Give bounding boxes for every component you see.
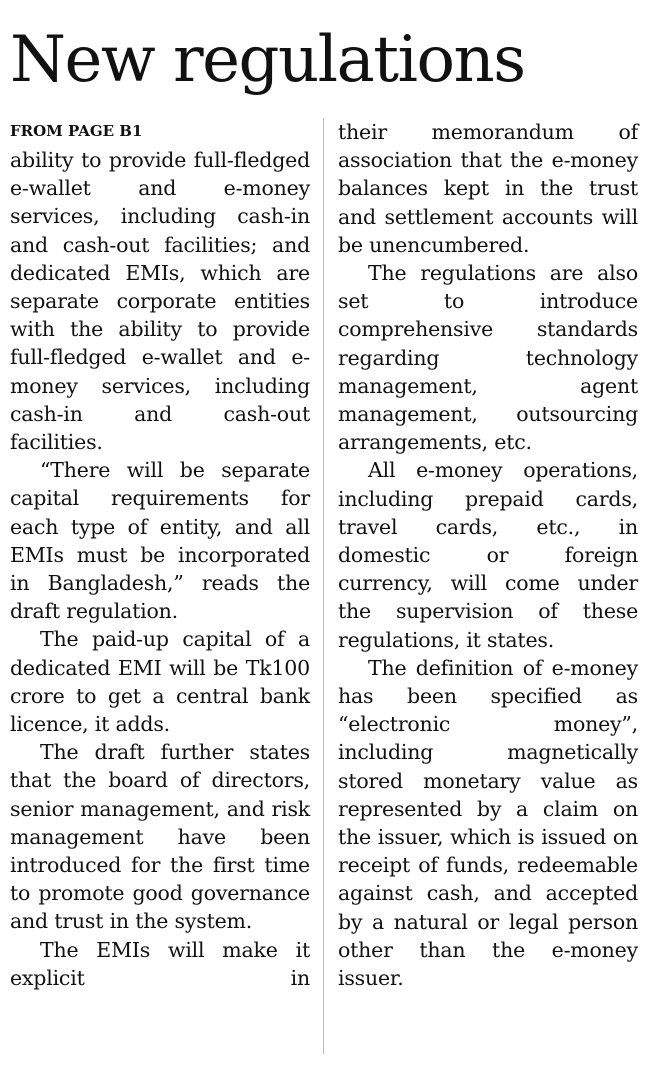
left-column <box>10 118 310 992</box>
paragraph: The paid-up capital of a dedicated EMI will be Tk100 crore to get a central bank licence, it adds. <box>10 627 310 737</box>
right-column <box>338 118 638 992</box>
paragraph: The draft further states that the board of directors, senior management, and risk management have been introduced for the first time to promote good governance and trust in the system. <box>10 740 310 934</box>
paragraph: All e-money operations, including prepaid cards, travel cards, etc., in domestic or foreign currency, will come under the supervision of these regulations, it states. <box>338 458 638 652</box>
headline: New regulations <box>10 23 525 97</box>
column-divider <box>323 118 324 1054</box>
paragraph: their memorandum of association that the e-money balances kept in the trust and settlement accounts will be unencumbered. <box>338 120 638 257</box>
jump-line: FROM PAGE B1 <box>10 122 143 140</box>
paragraph: The EMIs will make it explicit in <box>10 937 310 990</box>
paragraph: ability to provide full-fledged e-wallet and e-money services, including cash-in and cash-out facilities; and dedicated EMIs, which are separate corporate entities with the ability to provide full-fledged e-wallet and e-money services, including cash-in and cash-out facilities. <box>10 148 310 455</box>
paragraph: “There will be separate capital requirements for each type of entity, and all EMIs must be incorporated in Bangladesh,” reads the draft regulation. <box>10 458 310 624</box>
paragraph: The regulations are also set to introduce comprehensive standards regarding technology management, agent management, outsourcing arrangements, etc. <box>338 261 638 455</box>
paragraph: The definition of e-money has been specified as “electronic money”, including magnetically stored monetary value as represented by a claim on the issuer, which is issued on receipt of funds, redeemable against cash, and accepted by a natural or legal person other than the e-money issuer. <box>338 655 638 991</box>
